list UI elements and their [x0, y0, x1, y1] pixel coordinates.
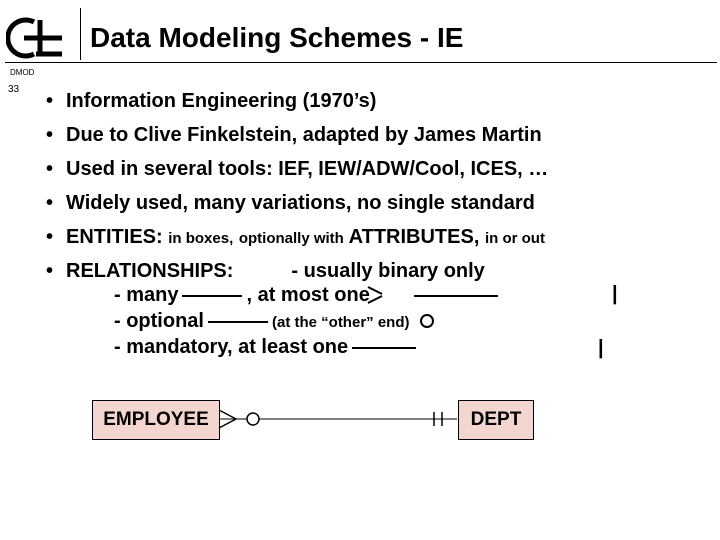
optionally-text: optionally with [238, 230, 344, 247]
bar-mark-1: | [612, 283, 618, 305]
in-or-out-text: in or out [484, 230, 545, 247]
bullet-text: Used in several tools: IEF, IEW/ADW/Cool, ICES, … [66, 158, 549, 180]
page-title: Data Modeling Schemes - IE [90, 22, 464, 53]
relationships-label: RELATIONSHIPS: [66, 260, 234, 282]
entities-label: ENTITIES: [66, 226, 163, 248]
bullet-dot: • [46, 158, 54, 180]
entity-employee-label: EMPLOYEE [103, 409, 209, 430]
optional-text: - optional [114, 310, 204, 332]
course-code: DMOD [10, 68, 35, 77]
bullet-text: Widely used, many variations, no single standard [66, 192, 535, 214]
slide-number: 33 [8, 84, 20, 95]
mandatory-text: - mandatory, at least one [114, 336, 349, 358]
in-boxes-text: in boxes, [168, 230, 234, 247]
bullet-dot: • [46, 226, 54, 248]
bullet-dot: • [46, 124, 54, 146]
many-text: - many [114, 284, 179, 306]
at-most-one-text: , at most one [246, 284, 370, 306]
bullet-dot: • [46, 260, 54, 282]
bullet-dot: • [46, 192, 54, 214]
bar-mark-2: | [598, 337, 604, 359]
bullet-text: Due to Clive Finkelstein, adapted by James Martin [66, 124, 542, 146]
attributes-label: ATTRIBUTES, [348, 226, 480, 248]
bullet-dot: • [46, 90, 54, 112]
bullet-text: Information Engineering (1970’s) [66, 90, 377, 112]
binary-text: - usually binary only [291, 260, 485, 282]
other-end-text: (at the “other” end) [271, 314, 410, 331]
optional-circle-icon [247, 413, 259, 425]
entity-dept-label: DEPT [470, 409, 522, 430]
